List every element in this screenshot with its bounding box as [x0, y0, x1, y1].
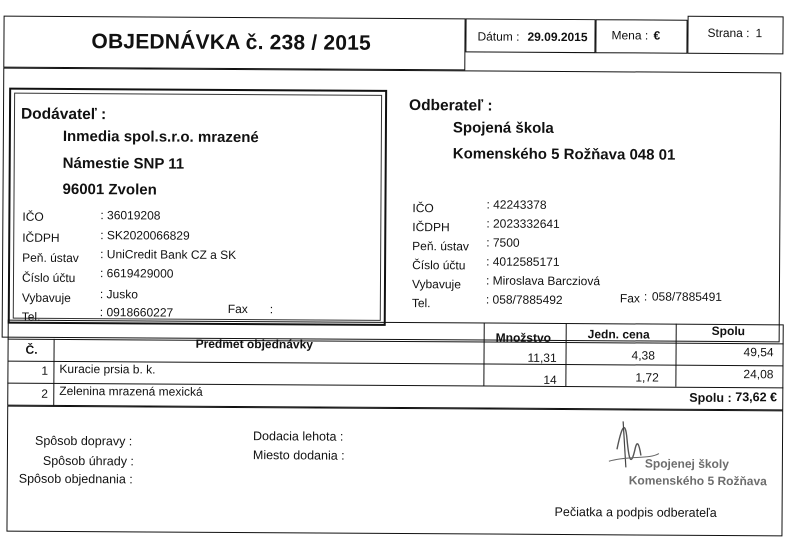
supplier-fax-value: : — [269, 302, 274, 317]
signature-label: Pečiatka a podpis odberateľa — [554, 504, 717, 520]
delivery-term-label: Dodacia lehota : — [253, 429, 344, 444]
col-header-qty: Množstvo — [495, 330, 552, 345]
customer-account-value: : 4012585171 — [486, 254, 560, 269]
sum-value: 73,62 € — [735, 390, 778, 405]
stamp-line2: Komenského 5 Rožňava — [628, 473, 767, 489]
customer-account-label: Číslo účtu — [412, 258, 466, 273]
supplier-street: Námestie SNP 11 — [62, 154, 185, 173]
customer-street: Komenského 5 Rožňava 048 01 — [452, 145, 676, 164]
row-item: Kuracie prsia b. k. — [59, 361, 156, 377]
col-header-no: Č. — [25, 342, 38, 357]
customer-icdph-label: IČDPH — [412, 220, 450, 235]
supplier-box-inner — [13, 93, 382, 321]
col-header-unit-price: Jedn. cena — [587, 327, 650, 342]
payment-label: Spôsob úhrady : — [42, 453, 134, 469]
col-header-item: Predmet objednávky — [195, 336, 314, 352]
page-label: Strana : — [707, 25, 750, 41]
row-no: 2 — [41, 386, 49, 401]
customer-fax-label: Fax — [619, 291, 640, 306]
customer-tel-label: Tel. — [411, 296, 431, 311]
transport-label: Spôsob dopravy : — [34, 433, 133, 449]
customer-bank-label: Peň. ústav — [412, 239, 469, 254]
supplier-bank-value: : UniCredit Bank CZ a SK — [100, 247, 237, 262]
stamp-line1: Spojenej školy — [644, 456, 729, 472]
customer-ico-value: : 42243378 — [486, 197, 547, 212]
currency-label: Mena : — [611, 28, 649, 43]
customer-icdph-value: : 2023332641 — [486, 216, 560, 231]
page-title: OBJEDNÁVKA č. 238 / 2015 — [91, 30, 371, 55]
supplier-heading: Dodávateľ : — [20, 105, 107, 124]
supplier-city: 96001 Zvolen — [62, 180, 157, 199]
customer-ico-label: IČO — [412, 201, 434, 216]
customer-fax-value: 058/7885491 — [651, 289, 723, 304]
supplier-ico-value: : 36019208 — [100, 208, 161, 223]
row-item: Zelenina mrazená mexická — [59, 383, 203, 399]
supplier-tel-value: : 0918660227 — [99, 305, 174, 320]
supplier-account-value: : 6619429000 — [99, 266, 174, 281]
supplier-name: Inmedia spol.s.r.o. mrazené — [62, 127, 259, 147]
order-method-label: Spôsob objednania : — [18, 471, 133, 487]
page-value: 1 — [755, 26, 763, 41]
customer-contact-value: : Miroslava Barcziová — [485, 273, 601, 289]
row-unit-price: 4,38 — [631, 348, 655, 363]
sum-label: Spolu : — [689, 390, 732, 406]
row-no: 1 — [41, 363, 49, 378]
supplier-icdph-label: IČDPH — [22, 230, 60, 245]
supplier-contact-label: Vybavuje — [21, 290, 71, 305]
row-unit-price: 1,72 — [635, 370, 659, 385]
supplier-account-label: Číslo účtu — [21, 270, 76, 286]
supplier-icdph-value: : SK2020066829 — [100, 228, 190, 243]
col-header-total: Spolu — [711, 323, 746, 339]
supplier-bank-label: Peň. ústav — [22, 250, 79, 266]
row-qty: 11,31 — [527, 350, 557, 365]
customer-fax-sep: : — [643, 289, 648, 304]
row-qty: 14 — [543, 372, 557, 387]
customer-tel-value: : 058/7885492 — [485, 292, 563, 307]
date-label: Dátum : — [477, 29, 520, 44]
row-total: 24,08 — [743, 367, 774, 382]
customer-bank-value: : 7500 — [486, 235, 520, 250]
delivery-place-label: Miesto dodania : — [252, 448, 345, 463]
currency-value: € — [653, 28, 661, 43]
supplier-contact-value: : Jusko — [99, 287, 138, 302]
customer-contact-label: Vybavuje — [411, 277, 461, 292]
customer-heading: Odberateľ : — [409, 97, 493, 115]
supplier-tel-label: Tel. — [21, 309, 41, 324]
customer-name: Spojená škola — [452, 119, 554, 137]
supplier-ico-label: IČO — [22, 209, 44, 224]
supplier-fax-label: Fax — [227, 301, 248, 317]
date-value: 29.09.2015 — [527, 29, 588, 45]
row-total: 49,54 — [743, 345, 774, 360]
